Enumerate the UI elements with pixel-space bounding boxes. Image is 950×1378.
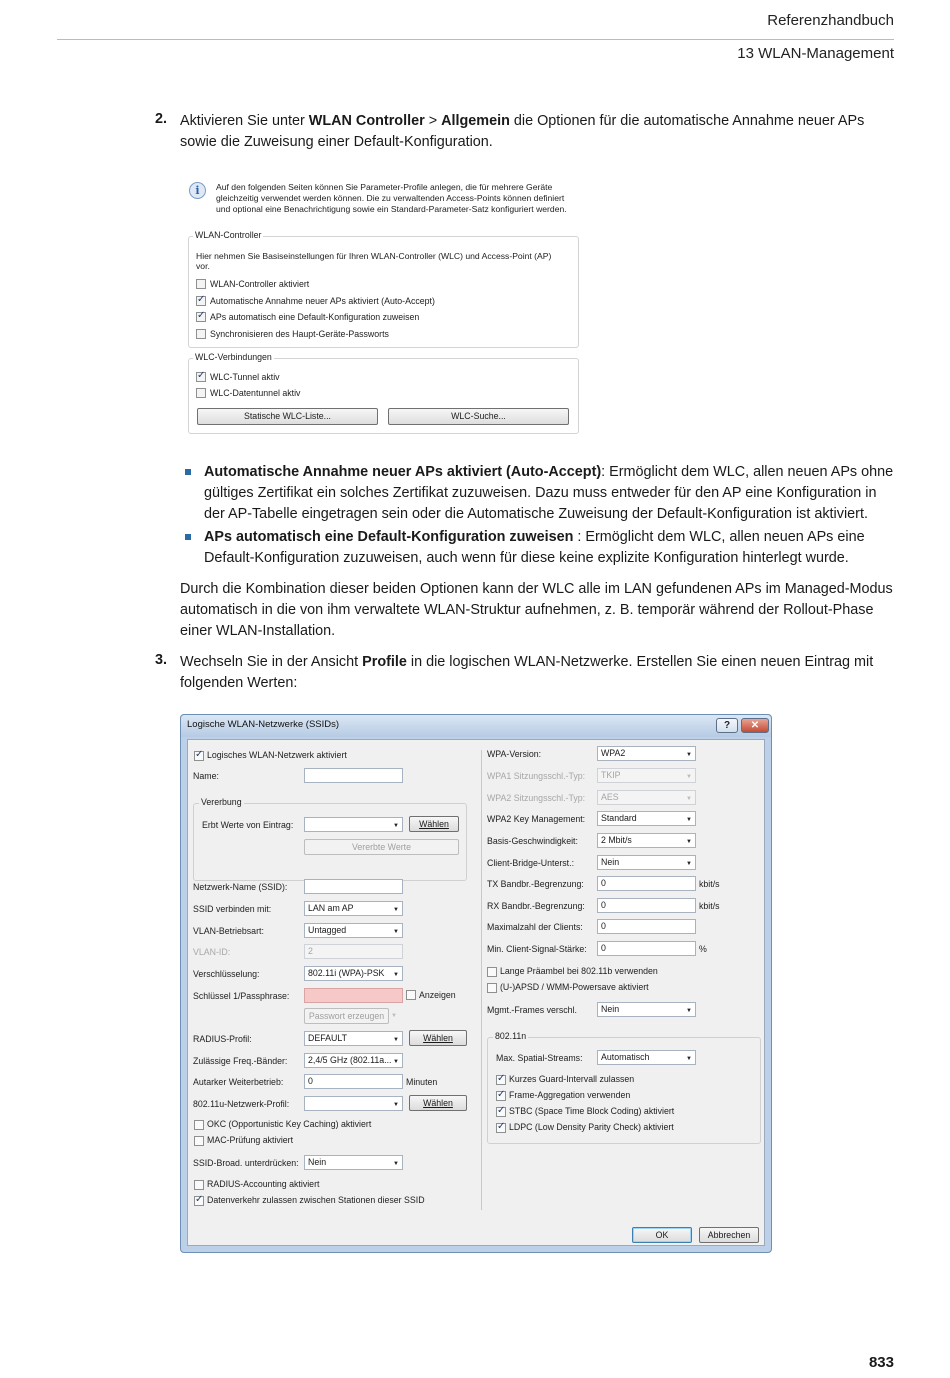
paragraph: Durch die Kombination dieser beiden Optionen kann der WLC alle im LAN gefundenen APs im Managed-Modus automatisch in die von ihm verwaltete WLAN-Struktur aufnehmen, z. B. temporär während der Rollout-Phase einer WLAN-Installation. bbox=[180, 581, 893, 639]
checkbox-label: WLC-Tunnel aktiv bbox=[210, 372, 280, 382]
max-clients-input[interactable]: 0 bbox=[597, 919, 696, 934]
checkbox-frame-aggregation[interactable] bbox=[496, 1091, 506, 1101]
radius-choose-button[interactable]: Wählen bbox=[409, 1030, 467, 1046]
label: Erbt Werte von Eintrag: bbox=[202, 820, 294, 830]
group-label: WLAN-Controller bbox=[195, 230, 262, 240]
label: Mgmt.-Frames verschl. bbox=[487, 1005, 577, 1015]
label: RADIUS-Profil: bbox=[193, 1034, 252, 1044]
group-label: 802.11n bbox=[495, 1031, 527, 1041]
step-number: 2. bbox=[155, 111, 168, 127]
checkbox-network-active[interactable] bbox=[194, 751, 204, 761]
bullet-marker bbox=[185, 534, 191, 540]
label: WPA2 Sitzungsschl.-Typ: bbox=[487, 793, 586, 803]
checkbox-long-preamble[interactable] bbox=[487, 967, 497, 977]
label: Max. Spatial-Streams: bbox=[496, 1053, 583, 1063]
autarky-input[interactable]: 0 bbox=[304, 1074, 403, 1089]
checkbox-okc[interactable] bbox=[194, 1120, 204, 1130]
info-line: Auf den folgenden Seiten können Sie Parameter-Profile anlegen, die für mehrere Geräte bbox=[216, 182, 553, 192]
label: SSID verbinden mit: bbox=[193, 904, 272, 914]
close-button[interactable]: ✕ bbox=[741, 718, 769, 733]
label: Autarker Weiterbetrieb: bbox=[193, 1077, 284, 1087]
help-button[interactable]: ? bbox=[716, 718, 738, 733]
radius-profile-select[interactable]: DEFAULT ▼ bbox=[304, 1031, 403, 1046]
label: Netzwerk-Name (SSID): bbox=[193, 882, 288, 892]
n11u-profile-select[interactable] bbox=[304, 1096, 403, 1111]
label: MAC-Prüfung aktiviert bbox=[207, 1135, 294, 1145]
label: RADIUS-Accounting aktiviert bbox=[207, 1179, 320, 1189]
checkbox-default-config[interactable] bbox=[196, 312, 206, 322]
checkbox-label: WLC-Datentunnel aktiv bbox=[210, 388, 301, 398]
label: Verschlüsselung: bbox=[193, 969, 260, 979]
info-line: und optional eine Benachrichtigung sowie ein Standard-Parameter-Satz konfiguriert werden. bbox=[216, 204, 567, 214]
unit-label: Minuten bbox=[406, 1077, 438, 1087]
spatial-streams-select[interactable]: Automatisch ▼ bbox=[597, 1050, 696, 1065]
checkbox-short-guard[interactable] bbox=[496, 1075, 506, 1085]
checkbox-uapsd[interactable] bbox=[487, 983, 497, 993]
label: WPA1 Sitzungsschl.-Typ: bbox=[487, 771, 586, 781]
unit-label: kbit/s bbox=[699, 901, 720, 911]
bullet-marker bbox=[185, 469, 191, 475]
bullet-item: Automatische Annahme neuer APs aktiviert (Auto-Accept): Ermöglicht dem WLC, allen neuen APs ohne gültiges Zertifikat ein solches Zertifikat zuzuweisen. Dazu muss entweder für den AP eine Konfiguration in der AP-Tabelle eingetragen sein oder die Automatische Zuweisung der Default-Konfiguration ist aktiviert. bbox=[204, 464, 894, 522]
mgmt-frames-select[interactable]: Nein ▼ bbox=[597, 1002, 696, 1017]
dialog-body bbox=[187, 739, 765, 1246]
label: LDPC (Low Density Parity Check) aktiviert bbox=[509, 1122, 674, 1132]
group-label: Vererbung bbox=[201, 797, 242, 807]
dialog-title: Logische WLAN-Netzwerke (SSIDs) bbox=[187, 719, 340, 730]
checkbox-label: WLAN-Controller aktiviert bbox=[210, 279, 310, 289]
label: Lange Präambel bei 802.11b verwenden bbox=[500, 966, 658, 976]
wpa1-cipher-select[interactable]: TKIP ▼ bbox=[597, 768, 696, 783]
step-text: Aktivieren Sie unter WLAN Controller > Allgemein die Optionen für die automatische Annahme neuer APs sowie die Zuweisung einer Default-Konfiguration. bbox=[180, 113, 865, 150]
label: TX Bandbr.-Begrenzung: bbox=[487, 879, 584, 889]
freq-bands-select[interactable]: 2,4/5 GHz (802.11a... ▼ bbox=[304, 1053, 403, 1068]
checkbox-stbc[interactable] bbox=[496, 1107, 506, 1117]
ssid-connect-select[interactable]: LAN am AP ▼ bbox=[304, 901, 403, 916]
label: VLAN-Betriebsart: bbox=[193, 926, 264, 936]
generate-password-button[interactable]: Passwort erzeugen bbox=[304, 1008, 389, 1024]
checkbox-mac-check[interactable] bbox=[194, 1136, 204, 1146]
label: WPA-Version: bbox=[487, 749, 542, 759]
page-number: 833 bbox=[868, 1354, 894, 1371]
label: Schlüssel 1/Passphrase: bbox=[193, 991, 290, 1001]
label: Min. Client-Signal-Stärke: bbox=[487, 944, 587, 954]
group-label: WLC-Verbindungen bbox=[195, 352, 272, 362]
vlan-id-input[interactable]: 2 bbox=[304, 944, 403, 959]
ssid-dialog bbox=[180, 714, 772, 1253]
vlan-mode-select[interactable]: Untagged ▼ bbox=[304, 923, 403, 938]
wlc-search-button[interactable]: WLC-Suche... bbox=[388, 408, 569, 425]
header-title: Referenzhandbuch bbox=[767, 12, 894, 29]
dialog-titlebar bbox=[181, 715, 771, 737]
checkbox-inter-station-traffic[interactable] bbox=[194, 1196, 204, 1206]
label: Zulässige Freq.-Bänder: bbox=[193, 1056, 288, 1066]
key-management-select[interactable]: Standard ▼ bbox=[597, 811, 696, 826]
ssid-broadcast-select[interactable]: Nein ▼ bbox=[304, 1155, 403, 1170]
group-description: Hier nehmen Sie Basiseinstellungen für Ihren WLAN-Controller (WLC) und Access-Point (AP) vor. bbox=[196, 251, 552, 271]
label: Maximalzahl der Clients: bbox=[487, 922, 583, 932]
label: Datenverkehr zulassen zwischen Stationen dieser SSID bbox=[207, 1195, 425, 1205]
encryption-select[interactable]: 802.11i (WPA)-PSK ▼ bbox=[304, 966, 403, 981]
wpa-version-select[interactable]: WPA2 ▼ bbox=[597, 746, 696, 761]
n11u-choose-button[interactable]: Wählen bbox=[409, 1095, 467, 1111]
label: Frame-Aggregation verwenden bbox=[509, 1090, 631, 1100]
label: (U-)APSD / WMM-Powersave aktiviert bbox=[500, 982, 649, 992]
label: Kurzes Guard-Intervall zulassen bbox=[509, 1074, 635, 1084]
checkbox-auto-accept[interactable] bbox=[196, 296, 206, 306]
name-input[interactable] bbox=[304, 768, 403, 783]
column-divider bbox=[481, 750, 482, 1210]
label: OKC (Opportunistic Key Caching) aktiviert bbox=[207, 1119, 372, 1129]
inherit-choose-button[interactable]: Wählen bbox=[409, 816, 459, 832]
header-chapter: 13 WLAN-Management bbox=[737, 45, 894, 62]
label: SSID-Broad. unterdrücken: bbox=[193, 1158, 299, 1168]
label: Name: bbox=[193, 771, 219, 781]
label: 802.11u-Netzwerk-Profil: bbox=[193, 1099, 290, 1109]
label: Anzeigen bbox=[419, 990, 456, 1000]
checkbox-label: APs automatisch eine Default-Konfiguration zuweisen bbox=[210, 312, 420, 322]
label: WPA2 Key Management: bbox=[487, 814, 586, 824]
info-line: gleichzeitig verwendet werden können. Die zu verwaltenden Access-Points können definiert bbox=[216, 193, 565, 203]
label: VLAN-ID: bbox=[193, 947, 231, 957]
min-signal-input[interactable]: 0 bbox=[597, 941, 696, 956]
inherited-values-button[interactable]: Vererbte Werte bbox=[304, 839, 459, 855]
wpa2-cipher-select[interactable]: AES ▼ bbox=[597, 790, 696, 805]
cancel-button[interactable]: Abbrechen bbox=[699, 1227, 759, 1243]
tx-limit-input[interactable]: 0 bbox=[597, 876, 696, 891]
ssid-input[interactable] bbox=[304, 879, 403, 894]
checkbox-show-passphrase[interactable] bbox=[406, 990, 416, 1000]
passphrase-input[interactable] bbox=[304, 988, 403, 1003]
checkbox-label: Synchronisieren des Haupt-Geräte-Passworts bbox=[210, 329, 389, 339]
label: Client-Bridge-Unterst.: bbox=[487, 858, 575, 868]
label: Basis-Geschwindigkeit: bbox=[487, 836, 578, 846]
unit-label: kbit/s bbox=[699, 879, 720, 889]
step-number: 3. bbox=[155, 652, 168, 668]
ok-button[interactable]: OK bbox=[632, 1227, 692, 1243]
static-wlc-list-button[interactable]: Statische WLC-Liste... bbox=[197, 408, 378, 425]
checkbox-radius-accounting[interactable] bbox=[194, 1180, 204, 1190]
unit-label: % bbox=[699, 944, 707, 954]
label: STBC (Space Time Block Coding) aktiviert bbox=[509, 1106, 675, 1116]
step-text: Wechseln Sie in der Ansicht Profile in die logischen WLAN-Netzwerke. Erstellen Sie einen neuen Eintrag mit folgenden Werten: bbox=[180, 654, 874, 691]
label: Logisches WLAN-Netzwerk aktiviert bbox=[207, 750, 347, 760]
client-bridge-select[interactable]: Nein ▼ bbox=[597, 855, 696, 870]
basic-rate-select[interactable]: 2 Mbit/s ▼ bbox=[597, 833, 696, 848]
checkbox-sync-password[interactable] bbox=[196, 329, 206, 339]
info-icon: i bbox=[189, 182, 206, 199]
checkbox-wlc-datatunnel[interactable] bbox=[196, 388, 206, 398]
bullet-item: APs automatisch eine Default-Konfiguration zuweisen : Ermöglicht dem WLC, allen neuen APs eine Default-Konfiguration zuzuweisen, auch wenn für diese keine explizite Konfiguration hinterlegt wurde. bbox=[204, 529, 865, 566]
checkbox-wlc-active[interactable] bbox=[196, 279, 206, 289]
wlan-controller-screenshot bbox=[181, 172, 586, 442]
checkbox-wlc-tunnel[interactable] bbox=[196, 372, 206, 382]
label: RX Bandbr.-Begrenzung: bbox=[487, 901, 585, 911]
checkbox-label: Automatische Annahme neuer APs aktiviert (Auto-Accept) bbox=[210, 296, 435, 306]
inherit-select[interactable] bbox=[304, 817, 403, 832]
checkbox-ldpc[interactable] bbox=[496, 1123, 506, 1133]
header-rule bbox=[57, 39, 894, 40]
rx-limit-input[interactable]: 0 bbox=[597, 898, 696, 913]
